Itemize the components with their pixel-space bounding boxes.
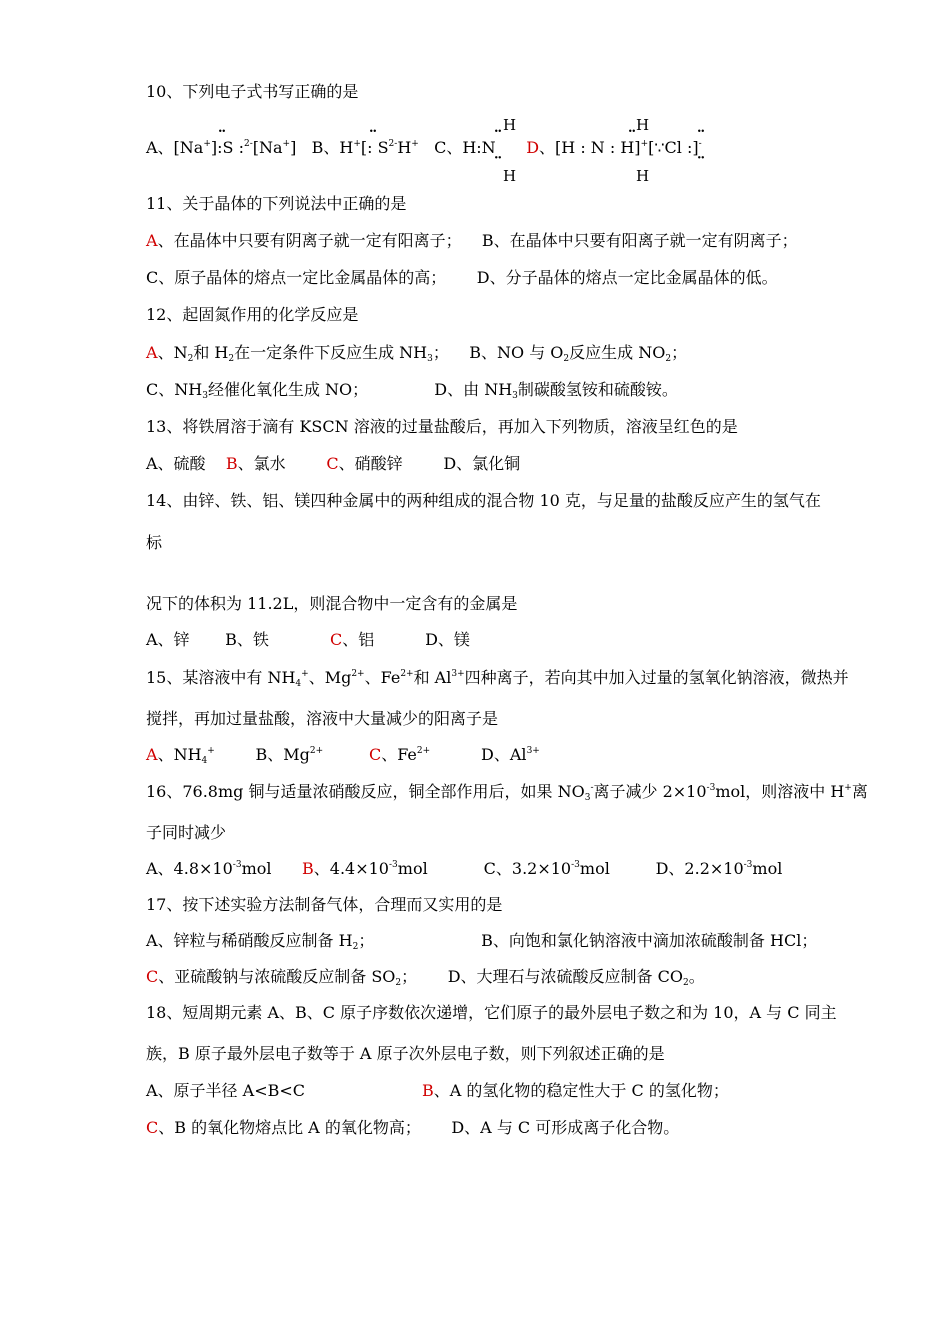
q11-answer-a: A (146, 231, 158, 250)
q10-d-top-h: H (636, 116, 650, 134)
q17-options-ab: A、锌粒与稀硝酸反应制备 $H_2$； B、向饱和氯化钠溶液中滴加浓硫酸制备 HCl； (146, 931, 818, 952)
q15-options: A、$NH_4^+$ B、$Mg^{2+}$ C、$Fe^{2+}$ D、$Al^{3+}$ (146, 745, 540, 766)
q10-a-dots: .. (218, 121, 226, 136)
q14-options: A、锌 B、铁 C、铝 D、镁 (146, 630, 470, 649)
q12-stem: 12、起固氮作用的化学反应是 (146, 305, 359, 324)
q12-options-cd: C、$NH_3$经催化氧化生成 NO； D、由 $NH_3$制碳酸氢铵和硫酸铵。 (146, 380, 678, 401)
q14-stem-line1: 14、由锌、铁、铝、镁四种金属中的两种组成的混合物 10 克，与足量的盐酸反应产生的氢气在 (146, 491, 821, 510)
q18-options-ab: A、原子半径 A<B<C B、A 的氢化物的稳定性大于 C 的氢化物； (146, 1081, 729, 1100)
q12-answer-a: A (146, 343, 158, 362)
q18-answer-b: B (422, 1081, 434, 1100)
q16-options: A、$4.8\times 10^{-3}mol$ B、$4.4\times 10^{-3}mol$ C、$3.2\times 10^{-3}mol$ D、$2.2\times 10^{-3}mol$ (146, 859, 783, 878)
q13-answer-c: C (326, 454, 339, 473)
q17-options-cd: C、亚硫酸钠与浓硫酸反应制备 $SO_2$； D、大理石与浓硫酸反应制备 $CO_2$。 (146, 967, 705, 988)
q10-d-dots: .. (628, 121, 636, 136)
q18-answer-c: C (146, 1118, 159, 1137)
q16-stem-line1: 16、76.8mg 铜与适量浓硝酸反应，铜全部作用后，如果 $NO_3^-$离子减少 $2\times 10^{-3}mol$，则溶液中 H+离 (146, 782, 868, 803)
q18-stem-line1: 18、短周期元素 A、B、C 原子序数依次递增，它们原子的最外层电子数之和为 10，A 与 C 同主 (146, 1003, 837, 1022)
q14-answer-c: C (329, 630, 343, 649)
q11-options-ab: A、在晶体中只要有阴离子就一定有阳离子； B、在晶体中只要有阳离子就一定有阴离子； (146, 231, 798, 250)
q15-answer-a: A (146, 745, 158, 764)
q10-d-bottom-h: H (636, 167, 650, 185)
q15-stem-line1: 15、某溶液中有 $NH_4^+$、$Mg^{2+}$、$Fe^{2+}$和 $Al^{3+}$四种离子，若向其中加入过量的氢氧化钠溶液，微热并 (146, 668, 849, 689)
q15-stem-line2: 搅拌，再加过量盐酸，溶液中大量减少的阳离子是 (146, 709, 499, 728)
q13-stem: 13、将铁屑溶于滴有 KSCN 溶液的过量盐酸后，再加入下列物质，溶液呈红色的是 (146, 417, 738, 436)
q17-answer-c: C (146, 967, 159, 986)
q16-stem-line2: 子同时减少 (146, 823, 227, 842)
q14-stem-line2: 标 (146, 533, 163, 552)
q10-b-dots: .. (369, 121, 377, 136)
q10-c-bottom-h: H (503, 167, 517, 185)
q10-cl-bottom-dots: ·· (697, 151, 705, 166)
q12-options-ab: A、$N_2$和 $H_2$在一定条件下反应生成 $NH_3$； B、NO 与 $O_2$反应生成 $NO_2$； (146, 343, 688, 364)
q10-cl-dots: .. (697, 121, 705, 136)
q10-options: A、[Na+]:S :$^{2-}$[Na+] B、H+[: $S^{2-}H^+$ C、H:N D、[H : N : H]+[∵Cl :]- (146, 138, 702, 157)
q18-stem-line2: 族，B 原子最外层电子数等于 A 原子次外层电子数，则下列叙述正确的是 (146, 1044, 665, 1063)
q10-stem: 10、下列电子式书写正确的是 (146, 82, 359, 101)
q11-stem: 11、关于晶体的下列说法中正确的是 (146, 194, 407, 213)
q11-options-cd: C、原子晶体的熔点一定比金属晶体的高； D、分子晶体的熔点一定比金属晶体的低。 (146, 268, 778, 287)
q17-stem: 17、按下述实验方法制备气体，合理而又实用的是 (146, 895, 503, 914)
q10-c-dots: .. (494, 121, 502, 136)
q10-answer-d: D (526, 138, 540, 157)
q13-answer-b: B (225, 454, 238, 473)
q16-answer-b: B (302, 859, 314, 878)
q15-answer-c: C (368, 745, 382, 764)
q14-stem-line3: 况下的体积为 11.2L，则混合物中一定含有的金属是 (146, 594, 518, 613)
q13-options: A、硫酸 B、氯水 C、硝酸锌 D、氯化铜 (146, 454, 521, 473)
q10-c-bottom-dots: ·· (494, 151, 502, 166)
q10-c-top-h: H (503, 116, 517, 134)
q18-options-cd: C、B 的氧化物熔点比 A 的氧化物高； D、A 与 C 可形成离子化合物。 (146, 1118, 680, 1137)
